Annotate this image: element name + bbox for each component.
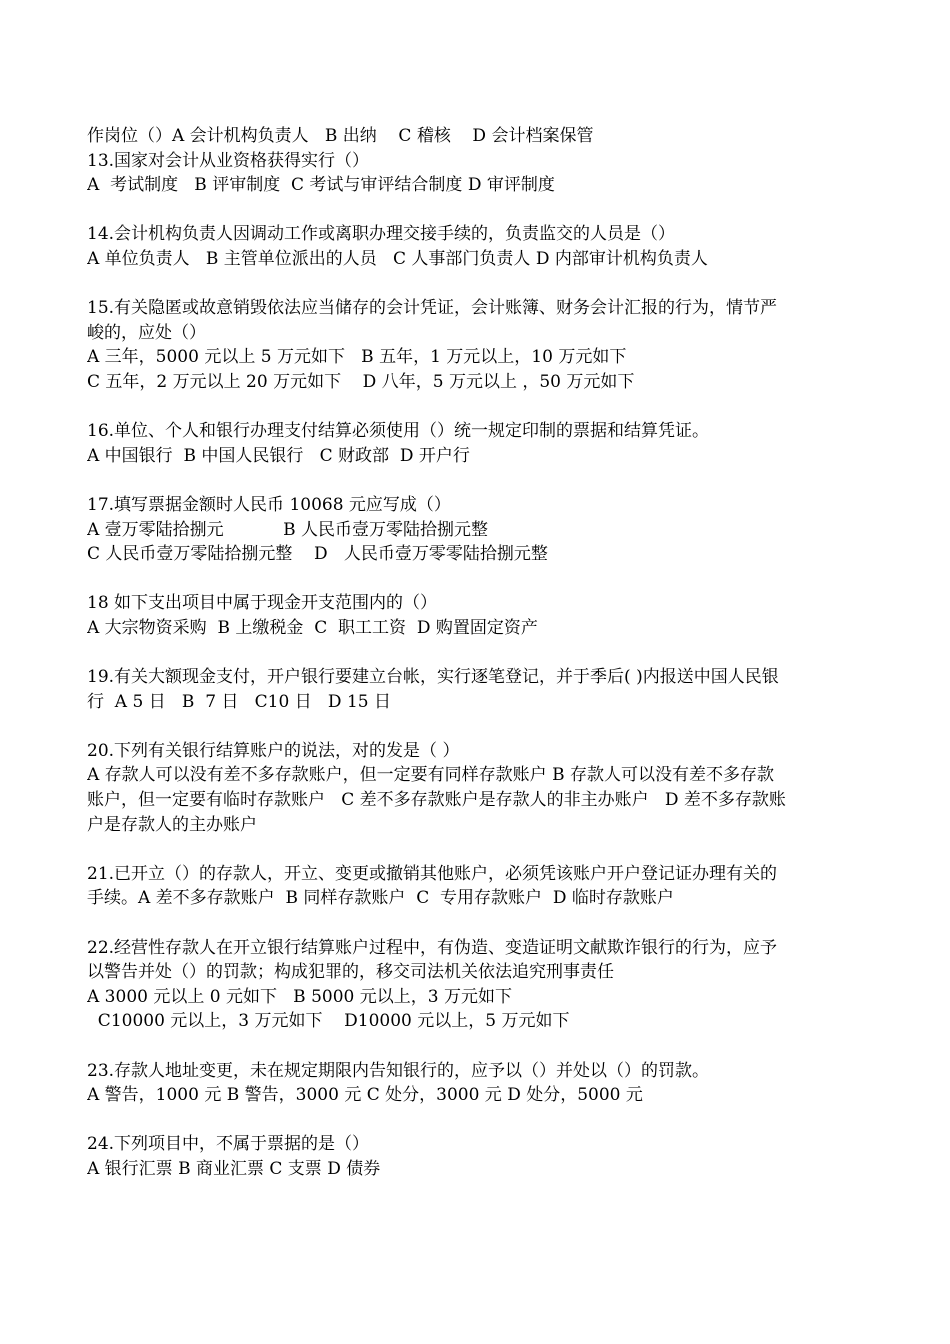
spacer <box>87 1034 867 1059</box>
spacer <box>87 567 867 592</box>
question-20-options-1: A 存款人可以没有差不多存款账户，但一定要有同样存款账户 B 存款人可以没有差不多存款 <box>87 765 774 786</box>
question-15: 15.有关隐匿或故意销毁依法应当储存的会计凭证，会计账簿、财务会计汇报的行为，情节严 <box>87 298 778 319</box>
question-21-options: 手续。A 差不多存款账户 B 同样存款账户 C 专用存款账户 D 临时存款账户 <box>87 888 674 909</box>
spacer <box>87 714 867 739</box>
document-page <box>87 124 867 1182</box>
question-21: 21.已开立（）的存款人，开立、变更或撤销其他账户，必须凭该账户开户登记证办理有关的 <box>87 863 778 884</box>
question-18: 18 如下支出项目中属于现金开支范围内的（） <box>87 593 438 614</box>
spacer <box>87 640 867 665</box>
question-22-options-ab: A 3000 元以上 0 元如下 B 5000 元以上，3 万元如下 <box>87 986 512 1007</box>
question-18-options: A 大宗物资采购 B 上缴税金 C 职工工资 D 购置固定资产 <box>87 617 538 638</box>
spacer <box>87 272 867 297</box>
question-17: 17.填写票据金额时人民币 10068 元应写成（） <box>87 494 451 515</box>
question-17-options-cd: C 人民币壹万零陆拾捌元整 D 人民币壹万零零陆拾捌元整 <box>87 544 548 565</box>
question-16-options: A 中国银行 B 中国人民银行 C 财政部 D 开户行 <box>87 445 470 466</box>
question-13-options: A 考试制度 B 评审制度 C 考试与审评结合制度 D 审评制度 <box>87 175 555 196</box>
question-14-options: A 单位负责人 B 主管单位派出的人员 C 人事部门负责人 D 内部审计机构负责人 <box>87 248 708 269</box>
text-line: 作岗位（）A 会计机构负责人 B 出纳 C 稽核 D 会计档案保管 <box>87 126 594 146</box>
question-13: 13.国家对会计从业资格获得实行（） <box>87 150 370 171</box>
question-22: 22.经营性存款人在开立银行结算账户过程中，有伪造、变造证明文献欺诈银行的行为，应予 <box>87 937 778 958</box>
question-19: 19.有关大额现金支付，开户银行要建立台帐，实行逐笔登记，并于季后( )内报送中国人民银 <box>87 667 779 688</box>
question-22-cont: 以警告并处（）的罚款；构成犯罪的，移交司法机关依法追究刑事责任 <box>87 962 614 983</box>
spacer <box>87 837 867 862</box>
spacer <box>87 468 867 493</box>
question-23-options: A 警告，1000 元 B 警告，3000 元 C 处分，3000 元 D 处分，5000 元 <box>87 1085 643 1106</box>
question-15-cont: 峻的，应处（） <box>87 322 206 343</box>
spacer <box>87 395 867 420</box>
question-23: 23.存款人地址变更，未在规定期限内告知银行的，应予以（）并处以（）的罚款。 <box>87 1060 710 1081</box>
question-15-options-cd: C 五年，2 万元以上 20 万元如下 D 八年，5 万元以上 ，50 万元如下 <box>87 371 635 392</box>
question-16: 16.单位、个人和银行办理支付结算必须使用（）统一规定印制的票据和结算凭证。 <box>87 421 710 442</box>
spacer <box>87 1108 867 1133</box>
question-20-options-3: 户是存款人的主办账户 <box>87 814 257 835</box>
question-22-options-cd: C10000 元以上，3 万元如下 D10000 元以上，5 万元如下 <box>87 1011 570 1032</box>
question-19-options: 行 A 5 日 B 7 日 C10 日 D 15 日 <box>87 691 391 712</box>
question-15-options-ab: A 三年，5000 元以上 5 万元如下 B 五年，1 万元以上，10 万元如下 <box>87 347 627 368</box>
question-20: 20.下列有关银行结算账户的说法，对的发是（ ） <box>87 740 460 761</box>
question-14: 14.会计机构负责人因调动工作或离职办理交接手续的，负责监交的人员是（） <box>87 224 676 245</box>
question-20-options-2: 账户，但一定要有临时存款账户 C 差不多存款账户是存款人的非主办账户 D 差不多存款账 <box>87 790 786 811</box>
spacer <box>87 911 867 936</box>
question-17-options-ab: A 壹万零陆拾捌元 B 人民币壹万零陆拾捌元整 <box>87 519 489 540</box>
question-24-options: A 银行汇票 B 商业汇票 C 支票 D 债券 <box>87 1158 381 1179</box>
question-24: 24.下列项目中，不属于票据的是（） <box>87 1134 370 1155</box>
spacer <box>87 198 867 223</box>
